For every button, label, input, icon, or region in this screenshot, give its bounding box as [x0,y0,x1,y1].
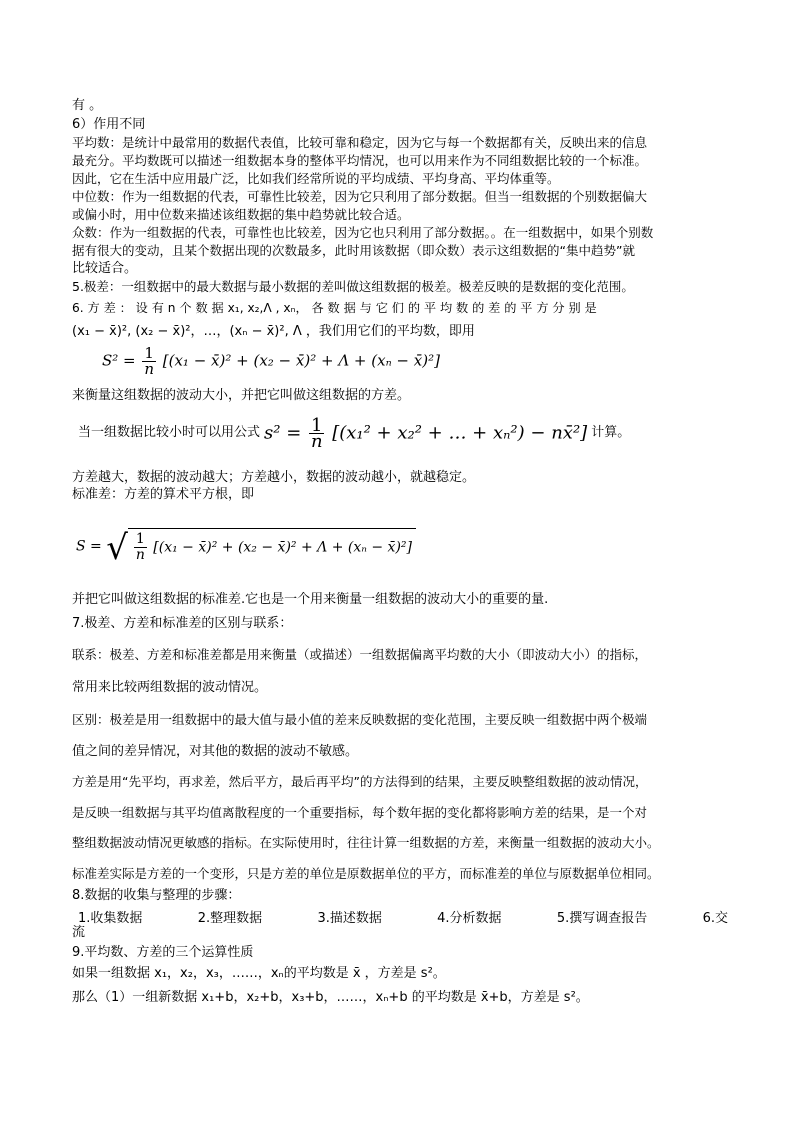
section-heading: 9.平均数、方差的三个运算性质 [72,945,254,960]
text-line: 中位数：作为一组数据的代表，可靠性比较差，因为它只利用了部分数据。但当一组数据的个别数据偏大 [72,189,648,204]
variance-formula [102,346,440,377]
step-item: 2.整理数据 [197,911,263,926]
text-line: 那么（1）一组新数据 x₁+b，x₂+b，x₃+b，……，xₙ+b 的平均数是 x̄+b，方差是 s²。 [72,990,589,1005]
text-line: 并把它叫做这组数据的标准差.它也是一个用来衡量一组数据的波动大小的重要的量. [72,592,549,607]
text-line: 常用来比较两组数据的波动情况。 [72,680,268,695]
formula-lhs: s² = [264,422,302,443]
text-line: 是反映一组数据与其平均值离散程度的一个重要指标，每个数年据的变化都将影响方差的结果，是一个对 [72,805,648,820]
step-item: 5.撰写调查报告 [556,911,648,926]
text-line: 6. 方 差 ： 设 有 n 个 数 据 x₁, x₂,Λ , xₙ， 各 数 据 与 它 们 的 平 均 数 的 差 的 平 方 分 别 是 [72,301,597,315]
text-line: 标准差实际是方差的一个变形，只是方差的单位是原数据单位的平方，而标准差的单位与原数据单位相同。 [72,866,660,881]
step-item: 3.描述数据 [317,911,382,926]
text-line: 最充分。平均数既可以描述一组数据本身的整体平均情况，也可以用来作为不同组数据比较的一个标准。 [72,153,648,168]
text-fragment: 当一组数据比较小时可以用公式 [78,425,261,440]
text-line: 5.极差：一组数据中的最大数据与最小数据的差叫做这组数据的极差。极差反映的是数据的变化范围。 [72,279,634,294]
text-line: 众数：作为一组数据的代表，可靠性也比较差，因为它也只利用了部分数据。。在一组数据中，如果个别数 [72,225,654,240]
shortcut-formula [264,414,588,452]
text-line: 来衡量这组数据的波动大小，并把它叫做这组数据的方差。 [72,388,411,403]
radicand [128,528,416,563]
fraction-denominator: n [144,360,155,378]
formula-lhs: S² = [102,351,136,370]
section-heading: 7.极差、方差和标准差的区别与联系： [72,616,293,631]
fraction [142,346,156,377]
fraction-numerator: 1 [311,414,323,436]
fraction-numerator: 1 [135,531,145,547]
text-line: 或偏小时，用中位数来描述该组数据的集中趋势就比较合适。 [72,207,410,222]
text-line: 因此，它在生活中应用最广泛，比如我们经常所说的平均成绩、平均身高、平均体重等。 [72,171,560,186]
text-line: 平均数：是统计中最常用的数据代表值，比较可靠和稳定，因为它与每一个数据都有关，反映出来的信息 [72,135,648,150]
step-item: 4.分析数据 [437,911,502,926]
text-line: 比较适合。 [72,261,138,276]
text-line: 整组数据波动情况更敏感的指标。在实际使用时，往往计算一组数据的方差，来衡量一组数据的波动大小。 [72,835,660,850]
text-line: 据有很大的变动，且某个数据出现的次数最多，此时用该数据（即众数）表示这组数据的“集中趋势”就 [72,243,635,258]
formula-body: [(x₁² + x₂² + … + xₙ²) − nx̄²] [332,422,588,443]
step-item: 6.交 [702,911,728,926]
fraction-denominator: n [310,430,323,452]
fraction-numerator: 1 [144,344,154,362]
square-root [106,527,416,568]
section-heading: 6）作用不同 [72,117,146,132]
section-heading: 8.数据的收集与整理的步骤： [72,888,241,903]
formula-body: [(x₁ − x̄)² + (x₂ − x̄)² + Λ + (xₙ − x̄)²] [162,351,440,370]
text-line: 流 [72,925,86,940]
text-line: 如果一组数据 x₁，x₂，x₃，……，xₙ的平均数是 x̄ ，方差是 s²。 [72,966,446,981]
text-fragment: 计算。 [591,425,631,440]
fraction [134,532,147,563]
step-item: 1.收集数据 [78,911,143,926]
text-line: 联系：极差、方差和标准差都是用来衡量（或描述）一组数据偏离平均数的大小（即波动大小）的指标， [72,647,648,662]
formula-lhs: S = [76,538,102,555]
shortcut-formula-line [78,416,733,450]
formula-body: [(x₁ − x̄)² + (x₂ − x̄)² + Λ + (xₙ − x̄)²] [153,539,412,556]
text-line: 方差是用“先平均，再求差，然后平方，最后再平均”的方法得到的结果，主要反映整组数据的波动情况， [72,774,648,789]
text-line: (x₁ − x̄)², (x₂ − x̄)²，…，(xₙ − x̄)², Λ ，我们用它们的平均数，即用 [72,324,475,339]
fraction [309,414,324,452]
steps-row [78,907,728,926]
radical-sign-icon: √ [106,527,128,568]
fraction-denominator: n [135,547,145,563]
text-line: 区别：极差是用一组数据中的最大值与最小值的差来反映数据的变化范围，主要反映一组数据中两个极端 [72,712,648,727]
text-line: 有 。 [72,98,103,113]
text-line: 方差越大，数据的波动越大；方差越小，数据的波动越小，就越稳定。 [72,470,476,485]
text-line: 值之间的差异情况，对其他的数据的波动不敏感。 [72,744,359,759]
text-line: 标准差：方差的算术平方根，即 [72,487,255,502]
std-formula [76,527,416,568]
